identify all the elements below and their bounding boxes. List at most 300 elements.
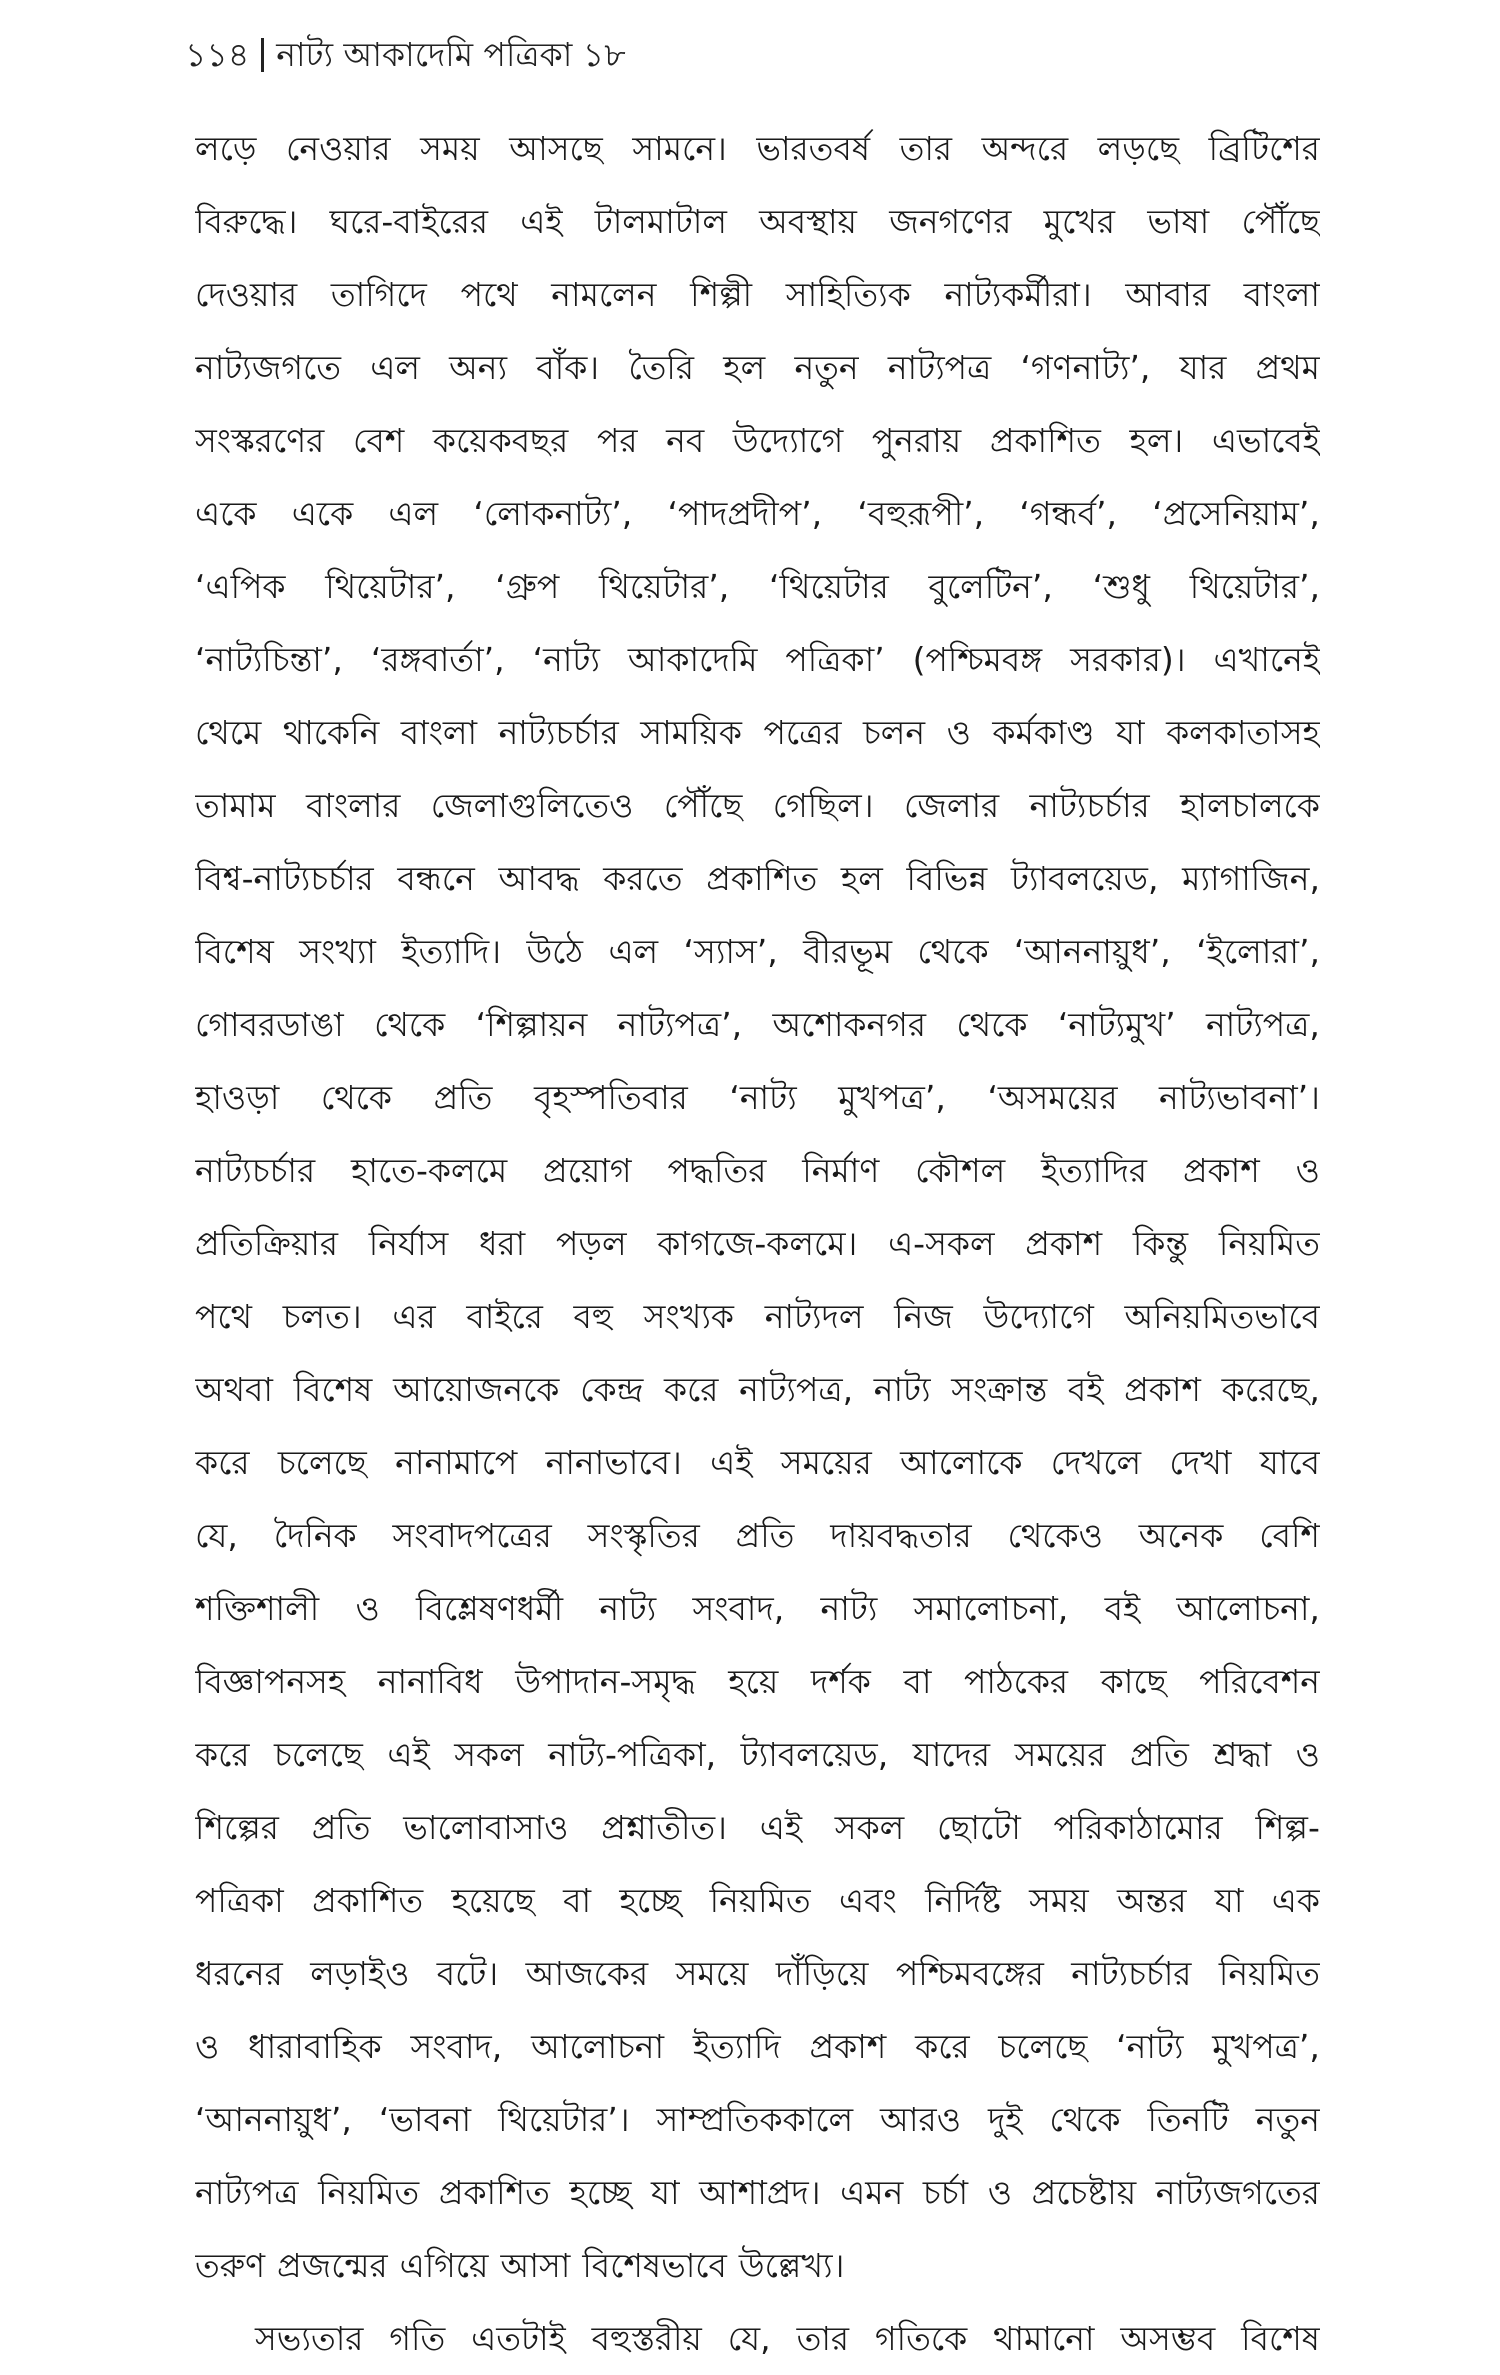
word: সময়ের bbox=[1014, 1735, 1106, 1774]
word: ‘নাট্যচিন্তা’, bbox=[195, 640, 343, 679]
word: থেকে bbox=[374, 1005, 446, 1044]
word: সংখ্যক bbox=[643, 1297, 735, 1336]
word: ‘বহুরূপী’, bbox=[857, 494, 985, 533]
word: আয়োজনকে bbox=[393, 1370, 560, 1409]
word: নিয়মিত bbox=[318, 2173, 420, 2212]
text-line bbox=[195, 623, 1320, 696]
word: এখানেই bbox=[1213, 640, 1320, 679]
word: শক্তিশালী bbox=[195, 1589, 320, 1628]
word: সংক্রান্ত bbox=[951, 1370, 1048, 1409]
text-line bbox=[195, 2229, 1320, 2302]
word: নাট্যজগতে bbox=[195, 348, 341, 387]
word: কাগজে-কলমে। bbox=[657, 1224, 858, 1263]
text-line bbox=[195, 1499, 1320, 1572]
word: হচ্ছে bbox=[619, 1881, 682, 1920]
word: প্রকাশ bbox=[1182, 1151, 1260, 1190]
word: সংখ্যা bbox=[299, 932, 377, 971]
word: বহুস্তরীয় bbox=[591, 2319, 702, 2358]
text-line bbox=[195, 769, 1320, 842]
word: তাগিদে bbox=[330, 275, 427, 314]
word: ট্যাবলয়েড, bbox=[740, 1735, 889, 1774]
text-line bbox=[195, 1791, 1320, 1864]
word: পত্রের bbox=[763, 713, 842, 752]
word: নিজ bbox=[894, 1297, 953, 1336]
word: চলত। bbox=[282, 1297, 362, 1336]
word: ‘লোকনাট্য’, bbox=[473, 494, 633, 533]
word: নাট্যচর্চার bbox=[498, 713, 619, 752]
word: এই bbox=[759, 1808, 803, 1847]
word: নাট্যচর্চার bbox=[195, 1151, 316, 1190]
word: যে, bbox=[195, 1516, 238, 1555]
word: যাবে bbox=[1259, 1443, 1320, 1482]
word: সংস্কৃতির bbox=[587, 1516, 700, 1555]
header-divider bbox=[261, 38, 264, 72]
word: নিয়মিত bbox=[1218, 1224, 1320, 1263]
word: এভাবেই bbox=[1211, 421, 1320, 460]
word: বন্ধনে bbox=[397, 859, 475, 898]
word: ট্যাবলয়েড, bbox=[1010, 859, 1159, 898]
text-line bbox=[195, 1353, 1320, 1426]
word: (পশ্চিমবঙ্গ bbox=[912, 640, 1043, 679]
word: পড়ল bbox=[555, 1224, 627, 1263]
word: ‘নাট্য bbox=[729, 1078, 797, 1117]
word: অন্দরে bbox=[981, 129, 1069, 168]
word: নির্মাণ bbox=[802, 1151, 880, 1190]
word: সময় bbox=[1029, 1881, 1089, 1920]
word: কয়েকবছর bbox=[432, 421, 569, 460]
word: সংবাদ, bbox=[410, 2027, 503, 2066]
word: বাংলা bbox=[400, 713, 478, 752]
word: পরিবেশন bbox=[1199, 1662, 1320, 1701]
word: বৃহস্পতিবার bbox=[533, 1078, 688, 1117]
word: দেখা bbox=[1169, 1443, 1232, 1482]
word: সময়ে bbox=[675, 1954, 749, 1993]
page-number: ১১৪ bbox=[185, 35, 250, 74]
text-line bbox=[195, 331, 1320, 404]
word: তামাম bbox=[195, 786, 276, 825]
word: বেশ bbox=[352, 421, 405, 460]
word: বিভিন্ন bbox=[906, 859, 988, 898]
word: মুখের bbox=[1043, 202, 1116, 241]
word: সামনে। bbox=[632, 129, 727, 168]
word: উদ্যোগে bbox=[732, 421, 844, 460]
word: কেন্দ্র bbox=[580, 1370, 644, 1409]
word: নাট্যজগতের bbox=[1155, 2173, 1320, 2212]
journal-title: নাট্য আকাদেমি পত্রিকা ১৮ bbox=[276, 35, 626, 74]
text-line bbox=[195, 696, 1320, 769]
word: নাট্যপত্র, bbox=[1205, 1005, 1320, 1044]
text-line bbox=[195, 1864, 1320, 1937]
word: হচ্ছে bbox=[569, 2173, 632, 2212]
word: বা bbox=[563, 1881, 592, 1920]
running-header bbox=[185, 30, 626, 80]
text-line bbox=[195, 550, 1320, 623]
word: করে bbox=[915, 2027, 970, 2066]
word: নাট্য bbox=[599, 1589, 657, 1628]
word: আজকের bbox=[525, 1954, 649, 1993]
word: ‘শুধু bbox=[1092, 567, 1150, 606]
word: ‘আননায়ুধ’, bbox=[1013, 932, 1171, 971]
text-line bbox=[195, 1572, 1320, 1645]
body-text bbox=[195, 112, 1320, 2375]
word: থেকে bbox=[956, 1005, 1028, 1044]
word: প্রকাশিত bbox=[438, 2173, 550, 2212]
word: যা bbox=[1115, 713, 1145, 752]
word: নির্যাস bbox=[368, 1224, 449, 1263]
text-line bbox=[195, 477, 1320, 550]
word: করে bbox=[195, 1443, 250, 1482]
word: প্রকাশিত bbox=[989, 421, 1101, 460]
word: উল্লেখ্য। bbox=[738, 2246, 845, 2285]
word: এ-সকল bbox=[888, 1224, 995, 1263]
word: নতুন bbox=[794, 348, 859, 387]
word: চলেছে bbox=[998, 2027, 1088, 2066]
word: থেমে bbox=[195, 713, 262, 752]
word: প্রকাশ bbox=[1124, 1370, 1201, 1409]
text-line bbox=[195, 1280, 1320, 1353]
word: নানাভাবে। bbox=[545, 1443, 682, 1482]
word: অন্য bbox=[449, 348, 508, 387]
word: ও bbox=[355, 1589, 380, 1628]
word: পত্রিকা bbox=[195, 1881, 284, 1920]
word: সংস্করণের bbox=[195, 421, 325, 460]
word: পরিকাঠামোর bbox=[1053, 1808, 1223, 1847]
word: বিজ্ঞাপনসহ bbox=[195, 1662, 346, 1701]
text-line bbox=[195, 2302, 1320, 2375]
word: সমালোচনা, bbox=[913, 1589, 1069, 1628]
word: ম্যাগাজিন, bbox=[1182, 859, 1320, 898]
word: গেছিল। bbox=[772, 786, 874, 825]
word: ‘স্যাস’, bbox=[683, 932, 778, 971]
word: দাঁড়িয়ে bbox=[775, 1954, 869, 1993]
word: অনিয়মিতভাবে bbox=[1124, 1297, 1320, 1336]
word: ‘গণনাট্য’, bbox=[1020, 348, 1151, 387]
word: হল। bbox=[1129, 421, 1184, 460]
text-line bbox=[195, 842, 1320, 915]
word: সময়ের bbox=[780, 1443, 872, 1482]
word: তার bbox=[796, 2319, 850, 2358]
word: দৈনিক bbox=[273, 1516, 357, 1555]
word: অন্তর bbox=[1117, 1881, 1187, 1920]
word: নাট্যপত্র bbox=[195, 2173, 299, 2212]
word: পশ্চিমবঙ্গের bbox=[895, 1954, 1044, 1993]
word: পথে bbox=[195, 1297, 253, 1336]
text-line bbox=[195, 1207, 1320, 1280]
word: ও bbox=[195, 2027, 220, 2066]
word: নাট্যভাবনা’। bbox=[1159, 1078, 1320, 1117]
word: ‘থিয়েটার bbox=[769, 567, 889, 606]
word: নিয়মিত bbox=[1218, 1954, 1320, 1993]
word: লড়ছে bbox=[1097, 129, 1180, 168]
text-line bbox=[195, 988, 1320, 1061]
text-line bbox=[195, 1061, 1320, 1134]
word: পথে bbox=[460, 275, 518, 314]
word: সংবাদপত্রের bbox=[392, 1516, 552, 1555]
word: ছোটো bbox=[937, 1808, 1021, 1847]
word: মুখপত্র’, bbox=[838, 1078, 946, 1117]
word: নাট্যচর্চার bbox=[1071, 1954, 1192, 1993]
word: এতটাই bbox=[471, 2319, 566, 2358]
text-line bbox=[195, 2156, 1320, 2229]
word: কৌশল bbox=[915, 1151, 1006, 1190]
word: সংবাদ, bbox=[692, 1589, 785, 1628]
word: প্রজন্মের bbox=[277, 2246, 388, 2285]
word: যে, bbox=[727, 2319, 771, 2358]
word: থিয়েটার’, bbox=[325, 567, 456, 606]
word: তরুণ bbox=[195, 2246, 266, 2285]
word: অথবা bbox=[195, 1370, 273, 1409]
word: একে bbox=[291, 494, 354, 533]
word: বাংলা bbox=[1243, 275, 1320, 314]
word: দুই bbox=[987, 2100, 1023, 2139]
word: দর্শক bbox=[810, 1662, 871, 1701]
word: এল bbox=[370, 348, 420, 387]
word: থিয়েটার’, bbox=[1189, 567, 1320, 606]
word: ‘গন্ধর্ব’, bbox=[1019, 494, 1118, 533]
word: প্রশ্নাতীত। bbox=[601, 1808, 727, 1847]
word: শিল্পের bbox=[195, 1808, 279, 1847]
word: বুলেটিন’, bbox=[928, 567, 1053, 606]
word: যাদের bbox=[912, 1735, 991, 1774]
word: ‘রঙ্গবার্তা’, bbox=[370, 640, 505, 679]
word: সকল bbox=[454, 1735, 524, 1774]
word: ভালোবাসাও bbox=[403, 1808, 569, 1847]
word: দেখলে bbox=[1050, 1443, 1142, 1482]
word: জনগণের bbox=[889, 202, 1012, 241]
word: মুখপত্র’, bbox=[1212, 2027, 1320, 2066]
word: শ্রদ্ধা bbox=[1213, 1735, 1272, 1774]
word: এই bbox=[520, 202, 563, 241]
word: প্রতি bbox=[433, 1078, 493, 1117]
text-line bbox=[195, 258, 1320, 331]
word: সাম্প্রতিককালে bbox=[656, 2100, 854, 2139]
word: থেকে bbox=[320, 1078, 392, 1117]
word: সকল bbox=[834, 1808, 905, 1847]
word: তিনটি bbox=[1147, 2100, 1229, 2139]
word: কাছে bbox=[1100, 1662, 1167, 1701]
word: উপাদান-সমৃদ্ধ bbox=[515, 1662, 696, 1701]
word: প্রতিক্রিয়ার bbox=[195, 1224, 339, 1263]
word: থাকেনি bbox=[282, 713, 380, 752]
word: করে bbox=[195, 1735, 250, 1774]
word: প্রথম bbox=[1255, 348, 1320, 387]
word: নানাবিধ bbox=[377, 1662, 483, 1701]
word: থেকে bbox=[917, 932, 989, 971]
word: কিন্তু bbox=[1132, 1224, 1189, 1263]
word: নব bbox=[666, 421, 705, 460]
word: নাট্যকর্মীরা। bbox=[944, 275, 1092, 314]
word: বই bbox=[1067, 1370, 1104, 1409]
word: থেকে bbox=[1049, 2100, 1121, 2139]
text-line bbox=[195, 1134, 1320, 1207]
word: নাট্যপত্র, bbox=[739, 1370, 854, 1409]
word: বাইরে bbox=[466, 1297, 543, 1336]
word: ভারতবর্ষ bbox=[756, 129, 871, 168]
word: এল bbox=[388, 494, 439, 533]
word: বিশেষ bbox=[1241, 2319, 1320, 2358]
word: হয়েছে bbox=[451, 1881, 535, 1920]
text-line bbox=[195, 2083, 1320, 2156]
word: বই bbox=[1104, 1589, 1141, 1628]
word: যা bbox=[650, 2173, 680, 2212]
word: বিশেষ bbox=[195, 932, 274, 971]
word: ও bbox=[1295, 1151, 1320, 1190]
word: কলকাতাসহ bbox=[1166, 713, 1320, 752]
word: এগিয়ে bbox=[399, 2246, 489, 2285]
word: ‘অসময়ের bbox=[987, 1078, 1118, 1117]
word: সময় bbox=[420, 129, 480, 168]
word: ভাষা bbox=[1147, 202, 1210, 241]
word: তার bbox=[899, 129, 953, 168]
word: হল bbox=[723, 348, 766, 387]
word: বিরুদ্ধে। bbox=[195, 202, 298, 241]
word: প্রতি bbox=[311, 1808, 371, 1847]
word: লড়াইও bbox=[310, 1954, 410, 1993]
word: দায়বদ্ধতার bbox=[830, 1516, 972, 1555]
word: নামলেন bbox=[551, 275, 657, 314]
word: আশাপ্রদ। bbox=[699, 2173, 821, 2212]
text-line bbox=[195, 1937, 1320, 2010]
word: প্রয়োগ bbox=[543, 1151, 632, 1190]
text-line bbox=[195, 1718, 1320, 1791]
word: আলোকে bbox=[900, 1443, 1023, 1482]
word: যা bbox=[1214, 1881, 1244, 1920]
word: প্রকাশ bbox=[1025, 1224, 1103, 1263]
word: করতে bbox=[603, 859, 683, 898]
word: ‘আননায়ুধ’, bbox=[195, 2100, 352, 2139]
word: এবং bbox=[839, 1881, 897, 1920]
word: ‘গ্রুপ bbox=[495, 567, 560, 606]
word: আকাদেমি bbox=[627, 640, 758, 679]
word: নাট্য-পত্রিকা, bbox=[548, 1735, 717, 1774]
word: আরও bbox=[880, 2100, 961, 2139]
word: অবস্থায় bbox=[759, 202, 857, 241]
word: তৈরি bbox=[628, 348, 695, 387]
word: কর্মকাণ্ড bbox=[992, 713, 1095, 752]
word: বা bbox=[903, 1662, 932, 1701]
word: প্রকাশিত bbox=[312, 1881, 424, 1920]
word: বিশেষ bbox=[293, 1370, 373, 1409]
word: সভ্যতার bbox=[255, 2319, 364, 2358]
word: হালচালকে bbox=[1180, 786, 1320, 825]
word: বেশি bbox=[1259, 1516, 1320, 1555]
word: করে bbox=[663, 1370, 719, 1409]
word: ঘরে-বাইরের bbox=[329, 202, 488, 241]
word: ইত্যাদি bbox=[692, 2027, 781, 2066]
word: উঠে bbox=[526, 932, 584, 971]
word: আলোচনা, bbox=[1176, 1589, 1320, 1628]
word: ‘শিল্পায়ন bbox=[475, 1005, 588, 1044]
word: এক bbox=[1271, 1881, 1320, 1920]
word: গতি bbox=[389, 2319, 446, 2358]
word: নেওয়ার bbox=[285, 129, 391, 168]
word: এই bbox=[710, 1443, 753, 1482]
word: বিশ্ব-নাট্যচর্চার bbox=[195, 859, 374, 898]
word: লড়ে bbox=[195, 129, 257, 168]
word: করেছে, bbox=[1221, 1370, 1320, 1409]
word: শিল্প- bbox=[1255, 1808, 1320, 1847]
word: অসম্ভব bbox=[1120, 2319, 1216, 2358]
word: এল bbox=[608, 932, 659, 971]
word: এর bbox=[392, 1297, 436, 1336]
word: নির্দিষ্ট bbox=[925, 1881, 1001, 1920]
word: সাময়িক bbox=[640, 713, 742, 752]
word: ধরা bbox=[479, 1224, 526, 1263]
word: শিল্পী bbox=[690, 275, 753, 314]
word: ইত্যাদির bbox=[1041, 1151, 1148, 1190]
word: প্রতি bbox=[735, 1516, 795, 1555]
word: ধরনের bbox=[195, 1954, 283, 1993]
word: পর bbox=[596, 421, 638, 460]
word: এমন bbox=[840, 2173, 904, 2212]
word: বটে। bbox=[436, 1954, 499, 1993]
word: পুনরায় bbox=[871, 421, 962, 460]
word: ‘পাদপ্রদীপ’, bbox=[667, 494, 823, 533]
word: নানামাপে bbox=[395, 1443, 518, 1482]
word: নতুন bbox=[1255, 2100, 1320, 2139]
word: চলেছে bbox=[277, 1443, 367, 1482]
word: দেওয়ার bbox=[195, 275, 298, 314]
word: চলন bbox=[863, 713, 926, 752]
text-line bbox=[195, 2010, 1320, 2083]
word: পৌঁছে bbox=[1241, 202, 1320, 241]
word: বাংলার bbox=[305, 786, 401, 825]
word: ‘এপিক bbox=[195, 567, 286, 606]
word: ও bbox=[1295, 1735, 1320, 1774]
word: বহু bbox=[573, 1297, 613, 1336]
word: অনেক bbox=[1138, 1516, 1224, 1555]
word: সাহিত্যিক bbox=[785, 275, 911, 314]
word: ও bbox=[987, 2173, 1013, 2212]
word: ‘নাট্য bbox=[1116, 2027, 1184, 2066]
word: নাট্যদল bbox=[764, 1297, 864, 1336]
word: জেলাগুলিতেও bbox=[430, 786, 634, 825]
word: উদ্যোগে bbox=[983, 1297, 1094, 1336]
word: ‘ইলোরা’, bbox=[1196, 932, 1320, 971]
word: হাতে-কলমে bbox=[351, 1151, 508, 1190]
word: গোবরডাঙা bbox=[195, 1005, 344, 1044]
word: আসা bbox=[500, 2246, 571, 2285]
text-line bbox=[195, 404, 1320, 477]
word: হাওড়া bbox=[195, 1078, 280, 1117]
word: প্রতি bbox=[1130, 1735, 1189, 1774]
word: থিয়েটার’, bbox=[599, 567, 730, 606]
word: আবদ্ধ bbox=[498, 859, 580, 898]
word: ‘ভাবনা bbox=[378, 2100, 472, 2139]
word: জেলার bbox=[903, 786, 1000, 825]
word: যার bbox=[1179, 348, 1227, 387]
text-line bbox=[195, 185, 1320, 258]
word: গতিকে bbox=[875, 2319, 968, 2358]
word: ‘প্রসেনিয়াম’, bbox=[1152, 494, 1320, 533]
text-line bbox=[195, 1645, 1320, 1718]
word: নাট্য bbox=[820, 1589, 878, 1628]
word: হল bbox=[840, 859, 883, 898]
word: নাট্য bbox=[873, 1370, 931, 1409]
word: ‘নাট্যমুখ’ bbox=[1057, 1005, 1176, 1044]
word: পদ্ধতির bbox=[667, 1151, 767, 1190]
word: বিশ্লেষণধর্মী bbox=[416, 1589, 564, 1628]
word: চর্চা bbox=[922, 2173, 969, 2212]
text-line bbox=[195, 112, 1320, 185]
word: থামানো bbox=[993, 2319, 1095, 2358]
word: সরকার)। bbox=[1070, 640, 1186, 679]
word: নাট্যচর্চার bbox=[1029, 786, 1150, 825]
word: নিয়মিত bbox=[709, 1881, 811, 1920]
word: পাঠকের bbox=[963, 1662, 1069, 1701]
word: পৌঁছে bbox=[663, 786, 743, 825]
word: বিশেষভাবে bbox=[582, 2246, 727, 2285]
